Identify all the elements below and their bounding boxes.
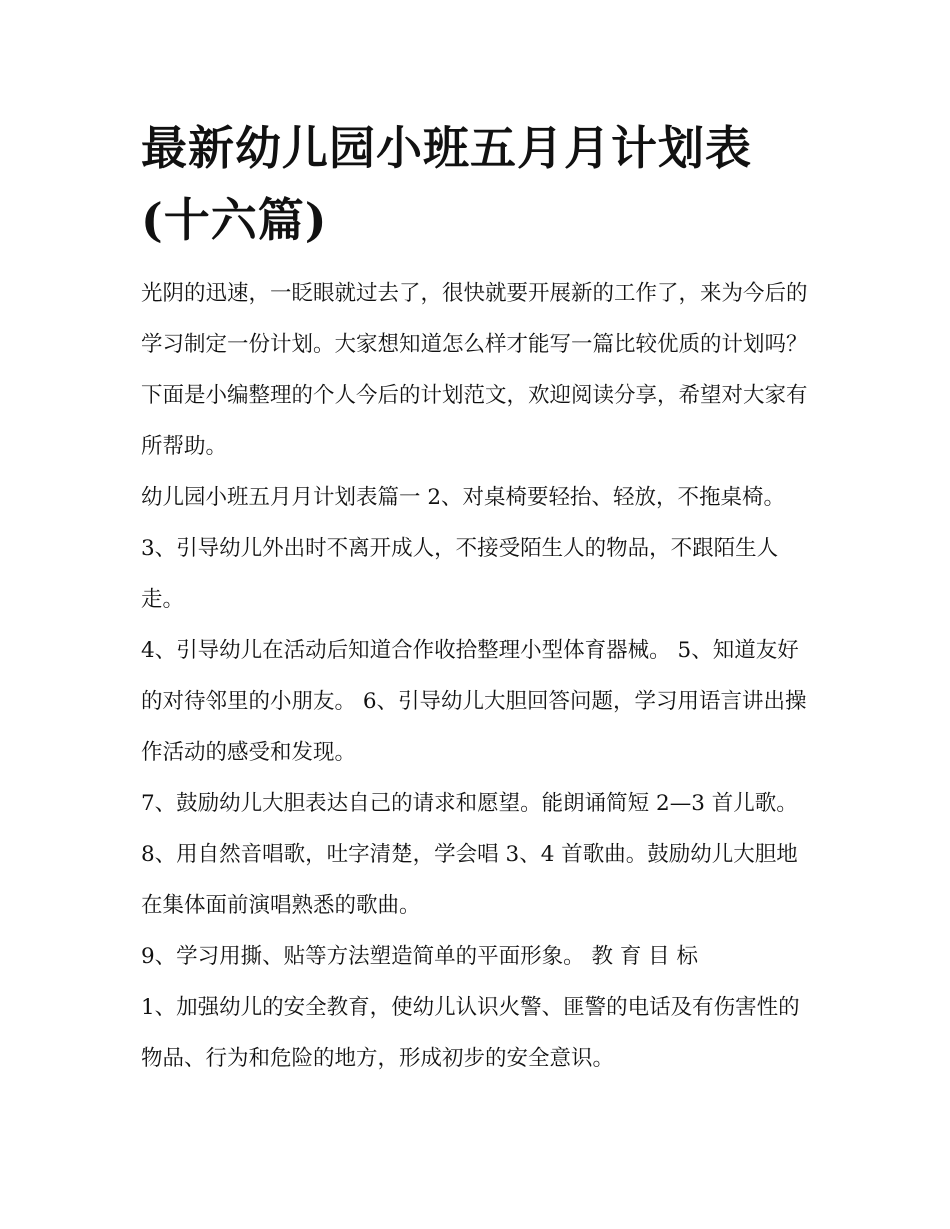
paragraph-goal-1: 1、加强幼儿的安全教育，使幼儿认识火警、匪警的电话及有伤害性的物品、行为和危险的地方，形成初步的安全意识。 [141, 995, 800, 1071]
document-body [141, 112, 816, 1084]
paragraph-items-7-8: 7、鼓励幼儿大胆表达自己的请求和愿望。能朗诵简短 2—3 首儿歌。 8、用自然音唱歌，吐字清楚，学会唱 3、4 首歌曲。鼓励幼儿大胆地在集体面前演唱熟悉的歌曲。 [141, 791, 798, 918]
paragraph-item-9: 9、学习用撕、贴等方法塑造简单的平面形象。 教 育 目 标 [141, 944, 699, 969]
paragraph-section-one: 幼儿园小班五月月计划表篇一 2、对桌椅要轻抬、轻放，不拖桌椅。 3、引导幼儿外出时不离开成人，不接受陌生人的物品，不跟陌生人走。 [141, 485, 786, 612]
document-title: 最新幼儿园小班五月月计划表(十六篇) [141, 121, 752, 247]
paragraph-items-4-6: 4、引导幼儿在活动后知道合作收拾整理小型体育器械。 5、知道友好的对待邻里的小朋友。 6、引导幼儿大胆回答问题，学习用语言讲出操作活动的感受和发现。 [141, 638, 807, 765]
paragraph-intro: 光阴的迅速，一眨眼就过去了，很快就要开展新的工作了，来为今后的学习制定一份计划。大家想知道怎么样才能写一篇比较优质的计划吗？下面是小编整理的个人今后的计划范文，欢迎阅读分享，希望对大家有所帮助。 [141, 281, 808, 459]
